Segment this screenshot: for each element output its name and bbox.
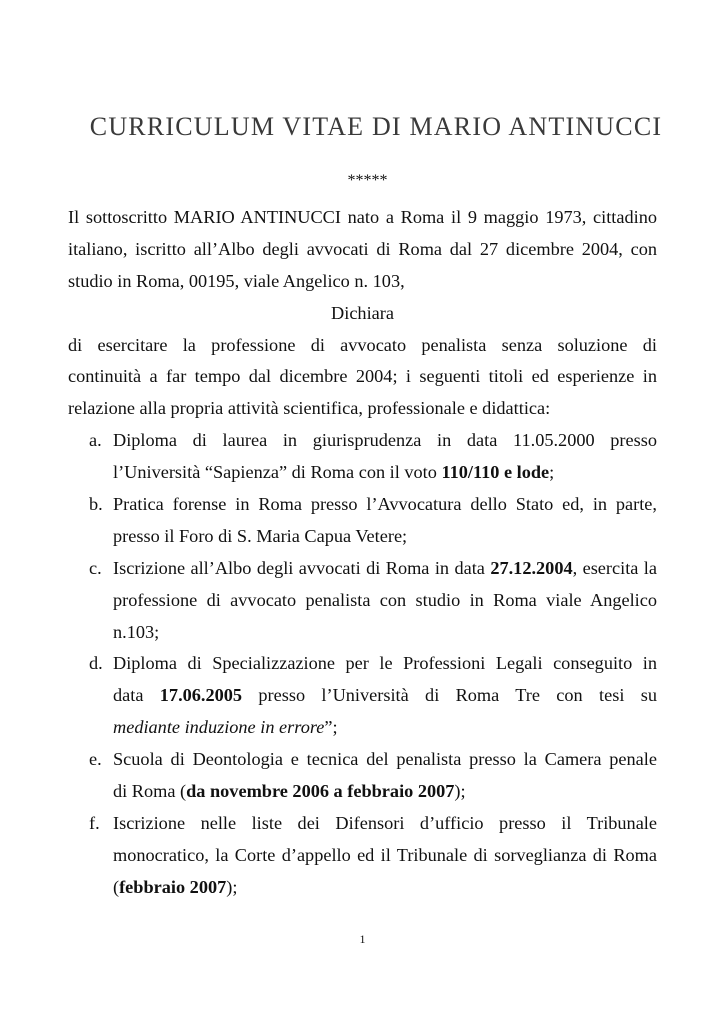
list-item xyxy=(68,648,657,744)
text-line xyxy=(113,489,657,521)
text-segment: Diploma di Specializzazione per le Professioni Legali conseguito in xyxy=(113,653,657,674)
italic-text: mediante induzione in errore xyxy=(113,717,325,738)
list-item xyxy=(68,808,657,904)
bold-text: febbraio 2007 xyxy=(119,876,227,897)
text-segment: ( xyxy=(113,876,120,897)
text-segment: continuità a far tempo dal dicembre 2004; i seguenti titoli ed esperienze in xyxy=(68,366,657,387)
text-segment: Il sottoscritto MARIO ANTINUCCI nato a Roma il 9 maggio 1973, cittadino xyxy=(68,207,657,227)
text-segment: ); xyxy=(454,781,466,802)
text-segment: ”; xyxy=(324,717,338,738)
text-line xyxy=(113,744,657,776)
text-line xyxy=(68,393,657,425)
text-line xyxy=(68,234,657,266)
text-segment: Diploma di laurea in giurisprudenza in data 11.05.2000 presso xyxy=(113,430,657,451)
document-title: CURRICULUM VITAE DI MARIO ANTINUCCI xyxy=(89,112,663,141)
intro-paragraph xyxy=(68,202,657,298)
text-segment: l’Università “Sapienza” di Roma con il voto xyxy=(113,462,442,483)
text-line xyxy=(113,680,657,712)
text-segment: professione di avvocato penalista con studio in Roma viale Angelico xyxy=(113,589,657,610)
text-segment: ; xyxy=(549,462,555,483)
list-item xyxy=(68,425,657,489)
text-segment: Pratica forense in Roma presso l’Avvocatura dello Stato ed, in parte, xyxy=(113,494,657,515)
text-segment: , esercita la xyxy=(572,557,657,578)
text-line xyxy=(113,425,657,457)
text-segment: presso l’Università di Roma Tre con tesi su xyxy=(258,685,657,706)
text-segment: Scuola di Deontologia e tecnica del penalista presso la Camera penale xyxy=(113,749,657,770)
text-segment: Iscrizione all’Albo degli avvocati di Roma in data xyxy=(113,557,491,578)
text-line xyxy=(113,553,657,585)
text-line xyxy=(113,648,657,680)
bold-text: 17.06.2005 xyxy=(159,685,243,706)
text-line xyxy=(68,330,657,362)
text-segment: studio in Roma, 00195, viale Angelico n. 103, xyxy=(68,270,405,291)
text-line xyxy=(68,202,657,234)
text-line xyxy=(68,361,657,393)
text-segment: di Roma ( xyxy=(113,781,187,802)
list-item-label: e. xyxy=(89,749,102,770)
text-line xyxy=(113,585,657,617)
list-item-label: f. xyxy=(89,812,100,833)
text-segment: relazione alla propria attività scientifica, professionale e didattica: xyxy=(68,398,551,419)
text-line xyxy=(113,808,657,840)
text-line xyxy=(113,617,657,649)
text-segment: Iscrizione nelle liste dei Difensori d’ufficio presso il Tribunale xyxy=(113,812,657,833)
text-line xyxy=(113,840,657,872)
text-segment: di esercitare la professione di avvocato penalista senza soluzione di xyxy=(68,334,657,355)
text-segment: presso il Foro di S. Maria Capua Vetere; xyxy=(113,525,408,546)
bold-text: da novembre 2006 a febbraio 2007 xyxy=(186,781,455,802)
text-segment: ); xyxy=(226,876,238,897)
text-line xyxy=(113,872,657,904)
separator: ***** xyxy=(347,172,388,189)
bold-text: 110/110 e lode xyxy=(441,462,550,483)
text-segment: n.103; xyxy=(113,621,160,642)
list-item xyxy=(68,489,657,553)
list-item-label: d. xyxy=(89,653,103,674)
list-item-label: b. xyxy=(89,494,103,515)
list-item xyxy=(68,553,657,649)
text-line xyxy=(68,266,657,298)
declares-heading: Dichiara xyxy=(331,302,394,323)
text-line xyxy=(113,712,657,744)
qualifications-list xyxy=(68,425,657,903)
text-line xyxy=(113,457,657,489)
list-item-label: c. xyxy=(89,557,102,578)
declaration-paragraph xyxy=(68,330,657,426)
list-item xyxy=(68,744,657,808)
text-line xyxy=(113,776,657,808)
text-segment: italiano, iscritto all’Albo degli avvocati di Roma dal 27 dicembre 2004, con xyxy=(68,238,657,259)
document-body xyxy=(68,202,657,904)
page-number: 1 xyxy=(359,932,366,946)
list-item-label: a. xyxy=(89,430,102,451)
text-segment: monocratico, la Corte d’appello ed il Tribunale di sorveglianza di Roma xyxy=(113,844,657,865)
text-segment: data xyxy=(113,685,160,706)
bold-text: 27.12.2004 xyxy=(490,557,573,578)
text-line xyxy=(113,521,657,553)
